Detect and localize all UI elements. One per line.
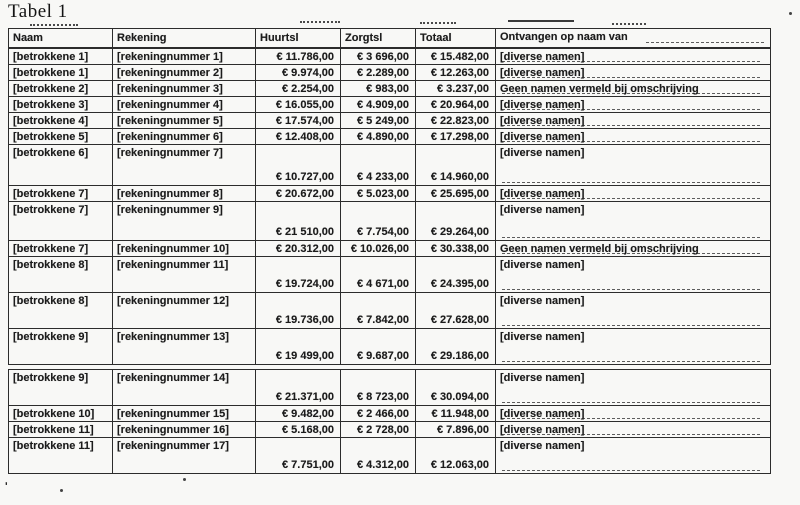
cell-rekening: [rekeningnummer 17]	[113, 438, 256, 474]
cell-huurtsl: € 10.727,00	[256, 145, 341, 186]
cell-huurtsl: € 7.751,00	[256, 438, 341, 474]
cell-totaal: € 17.298,00	[416, 129, 496, 145]
column-header-ontvangen: Ontvangen op naam van	[496, 29, 771, 49]
cell-rekening: [rekeningnummer 5]	[113, 113, 256, 129]
cell-naam: [betrokkene 7]	[9, 241, 113, 257]
cell-rekening: [rekeningnummer 14]	[113, 370, 256, 406]
cell-rekening: [rekeningnummer 7]	[113, 145, 256, 186]
cell-rekening: [rekeningnummer 6]	[113, 129, 256, 145]
cell-totaal: € 29.186,00	[416, 329, 496, 365]
header-row	[9, 29, 771, 49]
cell-zorgtsl: € 2.289,00	[341, 65, 416, 81]
table-row	[9, 65, 771, 81]
cell-rekening: [rekeningnummer 2]	[113, 65, 256, 81]
cell-ontvangen: Geen namen vermeld bij omschrijving	[496, 241, 771, 257]
cell-ontvangen: [diverse namen]	[496, 48, 771, 65]
cell-totaal: € 30.094,00	[416, 370, 496, 406]
table-row	[9, 202, 771, 241]
column-header-totaal: Totaal	[416, 29, 496, 49]
scan-artifact	[789, 12, 792, 15]
cell-ontvangen: [diverse namen]	[496, 422, 771, 438]
table-row	[9, 422, 771, 438]
cell-huurtsl: € 9.482,00	[256, 406, 341, 422]
table-row	[9, 48, 771, 65]
cell-zorgtsl: € 2 728,00	[341, 422, 416, 438]
cell-zorgtsl: € 9.687,00	[341, 329, 416, 365]
cell-ontvangen: [diverse namen]	[496, 186, 771, 202]
cell-naam: [betrokkene 5]	[9, 129, 113, 145]
cell-zorgtsl: € 7.842,00	[341, 293, 416, 329]
cell-huurtsl: € 2.254,00	[256, 81, 341, 97]
table-row	[9, 438, 771, 474]
cell-totaal: € 27.628,00	[416, 293, 496, 329]
cell-totaal: € 30.338,00	[416, 241, 496, 257]
table-row	[9, 241, 771, 257]
cell-rekening: [rekeningnummer 10]	[113, 241, 256, 257]
table-row	[9, 81, 771, 97]
cell-zorgtsl: € 5 249,00	[341, 113, 416, 129]
cell-rekening: [rekeningnummer 8]	[113, 186, 256, 202]
cell-totaal: € 29.264,00	[416, 202, 496, 241]
cell-naam: [betrokkene 2]	[9, 81, 113, 97]
cell-huurtsl: € 21.371,00	[256, 370, 341, 406]
cell-ontvangen: [diverse namen]	[496, 129, 771, 145]
cell-ontvangen: [diverse namen]	[496, 113, 771, 129]
cell-zorgtsl: € 7.754,00	[341, 202, 416, 241]
cell-huurtsl: € 20.672,00	[256, 186, 341, 202]
cell-totaal: € 25.695,00	[416, 186, 496, 202]
cell-ontvangen: [diverse namen]	[496, 293, 771, 329]
cell-rekening: [rekeningnummer 16]	[113, 422, 256, 438]
table-row	[9, 257, 771, 293]
cell-rekening: [rekeningnummer 13]	[113, 329, 256, 365]
cell-zorgtsl: € 2 466,00	[341, 406, 416, 422]
cell-rekening: [rekeningnummer 12]	[113, 293, 256, 329]
cell-huurtsl: € 19 499,00	[256, 329, 341, 365]
cell-ontvangen: [diverse namen]	[496, 65, 771, 81]
cell-totaal: € 20.964,00	[416, 97, 496, 113]
table-row	[9, 145, 771, 186]
table-row	[9, 113, 771, 129]
cell-rekening: [rekeningnummer 1]	[113, 48, 256, 65]
scan-artifact	[183, 478, 186, 481]
table-row	[9, 293, 771, 329]
cell-zorgtsl: € 4 671,00	[341, 257, 416, 293]
cell-naam: [betrokkene 1]	[9, 65, 113, 81]
cell-naam: [betrokkene 11]	[9, 438, 113, 474]
cell-naam: [betrokkene 8]	[9, 257, 113, 293]
cell-naam: [betrokkene 9]	[9, 329, 113, 365]
cell-ontvangen: Geen namen vermeld bij omschrijving	[496, 81, 771, 97]
cell-huurtsl: € 11.786,00	[256, 48, 341, 65]
cell-naam: [betrokkene 7]	[9, 186, 113, 202]
cell-naam: [betrokkene 6]	[9, 145, 113, 186]
scan-artifact	[30, 24, 78, 26]
table-row	[9, 370, 771, 406]
cell-totaal: € 12.263,00	[416, 65, 496, 81]
cell-totaal: € 11.948,00	[416, 406, 496, 422]
cell-huurtsl: € 5.168,00	[256, 422, 341, 438]
cell-zorgtsl: € 4.312,00	[341, 438, 416, 474]
column-header-zorgtsl: Zorgtsl	[341, 29, 416, 49]
cell-zorgtsl: € 10.026,00	[341, 241, 416, 257]
cell-zorgtsl: € 3 696,00	[341, 48, 416, 65]
scan-artifact	[612, 23, 646, 25]
cell-naam: [betrokkene 4]	[9, 113, 113, 129]
page-title: Tabel 1	[8, 1, 68, 22]
table-row	[9, 97, 771, 113]
cell-naam: [betrokkene 3]	[9, 97, 113, 113]
column-header-huurtsl: Huurtsl	[256, 29, 341, 49]
cell-naam: [betrokkene 7]	[9, 202, 113, 241]
scan-artifact	[60, 489, 63, 492]
cell-totaal: € 24.395,00	[416, 257, 496, 293]
cell-huurtsl: € 17.574,00	[256, 113, 341, 129]
cell-zorgtsl: € 4.909,00	[341, 97, 416, 113]
cell-ontvangen: [diverse namen]	[496, 202, 771, 241]
table-row	[9, 186, 771, 202]
cell-zorgtsl: € 4 233,00	[341, 145, 416, 186]
cell-huurtsl: € 19.724,00	[256, 257, 341, 293]
cell-ontvangen: [diverse namen]	[496, 438, 771, 474]
cell-zorgtsl: € 8 723,00	[341, 370, 416, 406]
cell-rekening: [rekeningnummer 9]	[113, 202, 256, 241]
cell-naam: [betrokkene 11]	[9, 422, 113, 438]
cell-ontvangen: [diverse namen]	[496, 257, 771, 293]
table-row	[9, 406, 771, 422]
cell-huurtsl: € 9.974,00	[256, 65, 341, 81]
cell-rekening: [rekeningnummer 3]	[113, 81, 256, 97]
cell-totaal: € 14.960,00	[416, 145, 496, 186]
data-table-upper	[8, 28, 771, 365]
cell-zorgtsl: € 983,00	[341, 81, 416, 97]
cell-ontvangen: [diverse namen]	[496, 329, 771, 365]
scan-artifact	[300, 21, 340, 23]
cell-huurtsl: € 21 510,00	[256, 202, 341, 241]
data-table-lower	[8, 369, 771, 474]
cell-huurtsl: € 19.736,00	[256, 293, 341, 329]
cell-ontvangen: [diverse namen]	[496, 97, 771, 113]
cell-ontvangen: [diverse namen]	[496, 406, 771, 422]
cell-naam: [betrokkene 8]	[9, 293, 113, 329]
cell-totaal: € 22.823,00	[416, 113, 496, 129]
cell-naam: [betrokkene 9]	[9, 370, 113, 406]
cell-totaal: € 12.063,00	[416, 438, 496, 474]
cell-rekening: [rekeningnummer 15]	[113, 406, 256, 422]
cell-ontvangen: [diverse namen]	[496, 145, 771, 186]
cell-rekening: [rekeningnummer 11]	[113, 257, 256, 293]
cell-zorgtsl: € 5.023,00	[341, 186, 416, 202]
column-header-naam: Naam	[9, 29, 113, 49]
scan-artifact: ʹ	[5, 481, 8, 493]
cell-totaal: € 15.482,00	[416, 48, 496, 65]
table-row	[9, 129, 771, 145]
cell-totaal: € 3.237,00	[416, 81, 496, 97]
cell-rekening: [rekeningnummer 4]	[113, 97, 256, 113]
cell-huurtsl: € 20.312,00	[256, 241, 341, 257]
cell-huurtsl: € 12.408,00	[256, 129, 341, 145]
scan-artifact	[508, 20, 574, 22]
cell-ontvangen: [diverse namen]	[496, 370, 771, 406]
cell-huurtsl: € 16.055,00	[256, 97, 341, 113]
cell-naam: [betrokkene 1]	[9, 48, 113, 65]
cell-zorgtsl: € 4.890,00	[341, 129, 416, 145]
table-row	[9, 329, 771, 365]
scan-artifact	[420, 22, 456, 24]
cell-totaal: € 7.896,00	[416, 422, 496, 438]
column-header-rekening: Rekening	[113, 29, 256, 49]
cell-naam: [betrokkene 10]	[9, 406, 113, 422]
table-area	[8, 28, 770, 474]
